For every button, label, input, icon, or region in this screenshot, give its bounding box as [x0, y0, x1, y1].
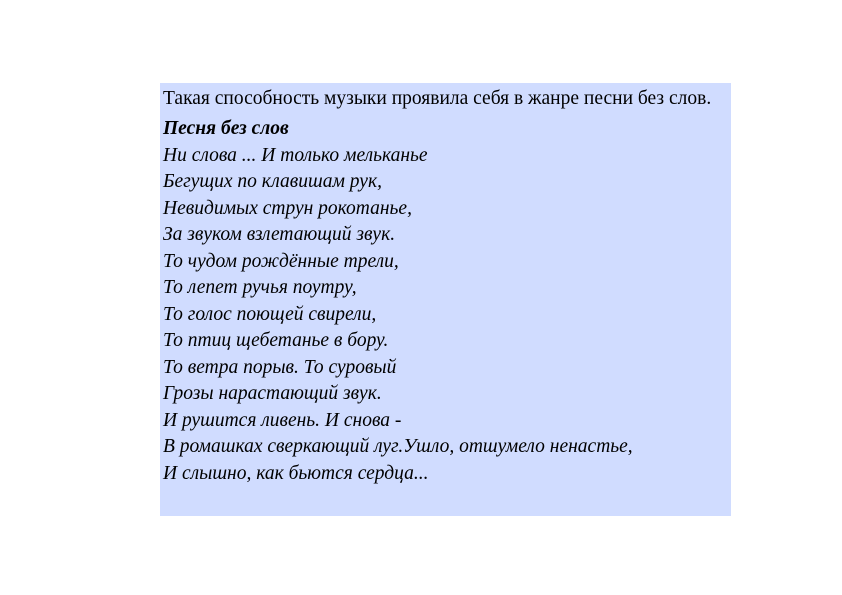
intro-paragraph: Такая способность музыки проявила себя в жанре песни без слов. — [163, 88, 712, 109]
poem-line: За звуком взлетающий звук. — [163, 224, 396, 245]
poem-line: И рушится ливень. И снова - — [163, 409, 402, 431]
poem-line: То голос поющей свирели, — [163, 303, 377, 325]
poem-line: То лепет ручья поутру, — [163, 277, 357, 298]
poem-line: То чудом рождённые трели, — [163, 250, 399, 272]
poem-line: Ни слова ... И только мельканье — [163, 144, 428, 166]
poem — [163, 116, 731, 487]
poem-line: И слышно, как бьются сердца... — [163, 462, 429, 484]
poem-line: Бегущих по клавишам рук, — [163, 171, 382, 192]
poem-line: Грозы нарастающий звук. — [163, 383, 382, 404]
poem-line: В ромашках сверкающий луг.Ушло, отшумело ненастье, — [163, 436, 633, 457]
poem-line: То птиц щебетанье в бору. — [163, 330, 389, 351]
poem-title: Песня без слов — [163, 118, 289, 139]
poem-line: То ветра порыв. То суровый — [163, 356, 397, 378]
poem-line: Невидимых струн рокотанье, — [163, 197, 412, 219]
text-box — [160, 83, 731, 516]
